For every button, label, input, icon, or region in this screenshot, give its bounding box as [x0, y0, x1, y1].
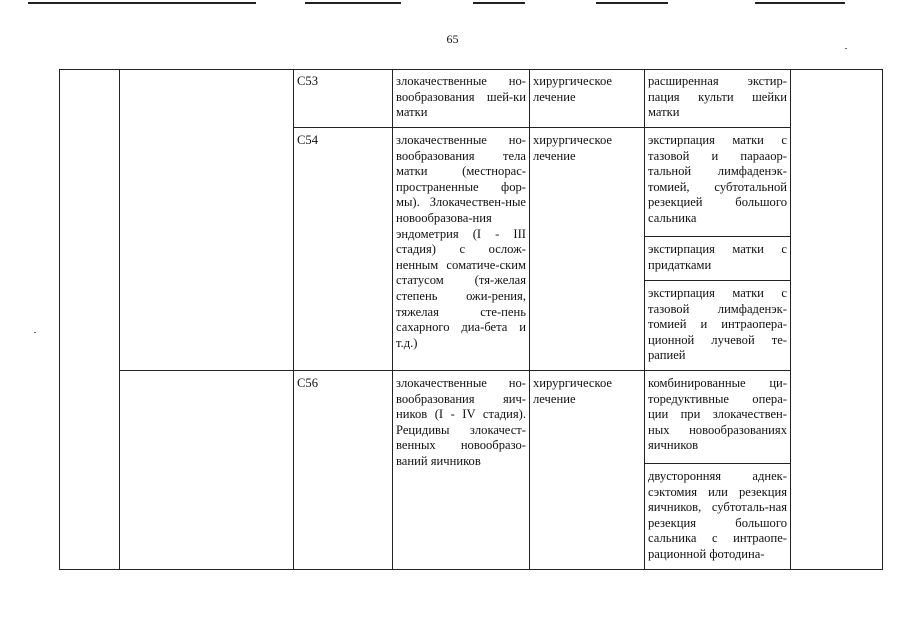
col-divider [392, 69, 393, 570]
col-divider [790, 69, 791, 570]
col-divider [644, 69, 645, 570]
treatment-method: двусторонняя аднек-сэктомия или резекция яичников, субтоталь-ная резекция большого сальника с интраопе-рационной фотодина- [648, 469, 787, 561]
row-divider [293, 127, 790, 128]
top-border-fragment [755, 2, 845, 4]
top-border-fragment [305, 2, 401, 4]
table-border-left [59, 69, 60, 570]
table-border-right [882, 69, 883, 570]
table-border-top [59, 69, 883, 70]
treatment-method: экстирпация матки с тазовой лимфаденэк-томией и интраопера-ционной лучевой те-рапией [648, 286, 787, 363]
diagnosis-description: злокачественные но-вообразования яич-ников (I - IV стадия). Рецидивы злокачест-венных новообразо-ваний яичников [396, 376, 526, 468]
treatment-method: комбинированные ци-торедуктивные опера-ции при злокачествен-ных новообразованиях яичников [648, 376, 787, 453]
method-divider [644, 280, 790, 281]
col-divider [529, 69, 530, 570]
diagnosis-code: C53 [297, 74, 318, 88]
method-divider [644, 236, 790, 237]
scan-speck [34, 332, 36, 333]
treatment-method: экстирпация матки с тазовой и парааор-тальной лимфаденэк-томией, субтотальной резекцией большого сальника [648, 133, 787, 225]
diagnosis-description: злокачественные но-вообразования шей-ки матки [396, 74, 526, 120]
col-divider [119, 69, 120, 570]
treatment-type: хирургическое лечение [533, 133, 613, 163]
diagnosis-code: C54 [297, 133, 318, 147]
table-border-bottom [59, 569, 883, 570]
treatment-method: расширенная экстир-пация культи шейки матки [648, 74, 787, 120]
top-border-fragment [596, 2, 668, 4]
row-divider [119, 370, 790, 371]
method-divider [644, 463, 790, 464]
treatment-type: хирургическое лечение [533, 74, 613, 104]
treatment-type: хирургическое лечение [533, 376, 613, 406]
treatment-method: экстирпация матки с придатками [648, 242, 787, 272]
col-divider [293, 69, 294, 570]
page-number: 65 [446, 32, 459, 46]
top-border-fragment [473, 2, 525, 4]
diagnosis-code: C56 [297, 376, 318, 390]
top-border-fragment [28, 2, 256, 4]
diagnosis-description: злокачественные но-вообразования тела матки (местнорас-пространенные фор-мы). Злокачествен-ные новообразова-ния эндометрия (I - III стадия) с ослож-ненным соматиче-ским статусом (тя-желая степень ожи-рения, тяжелая сте-пень сахарного диа-бета и т.д.) [396, 133, 526, 350]
scan-speck [845, 48, 847, 49]
